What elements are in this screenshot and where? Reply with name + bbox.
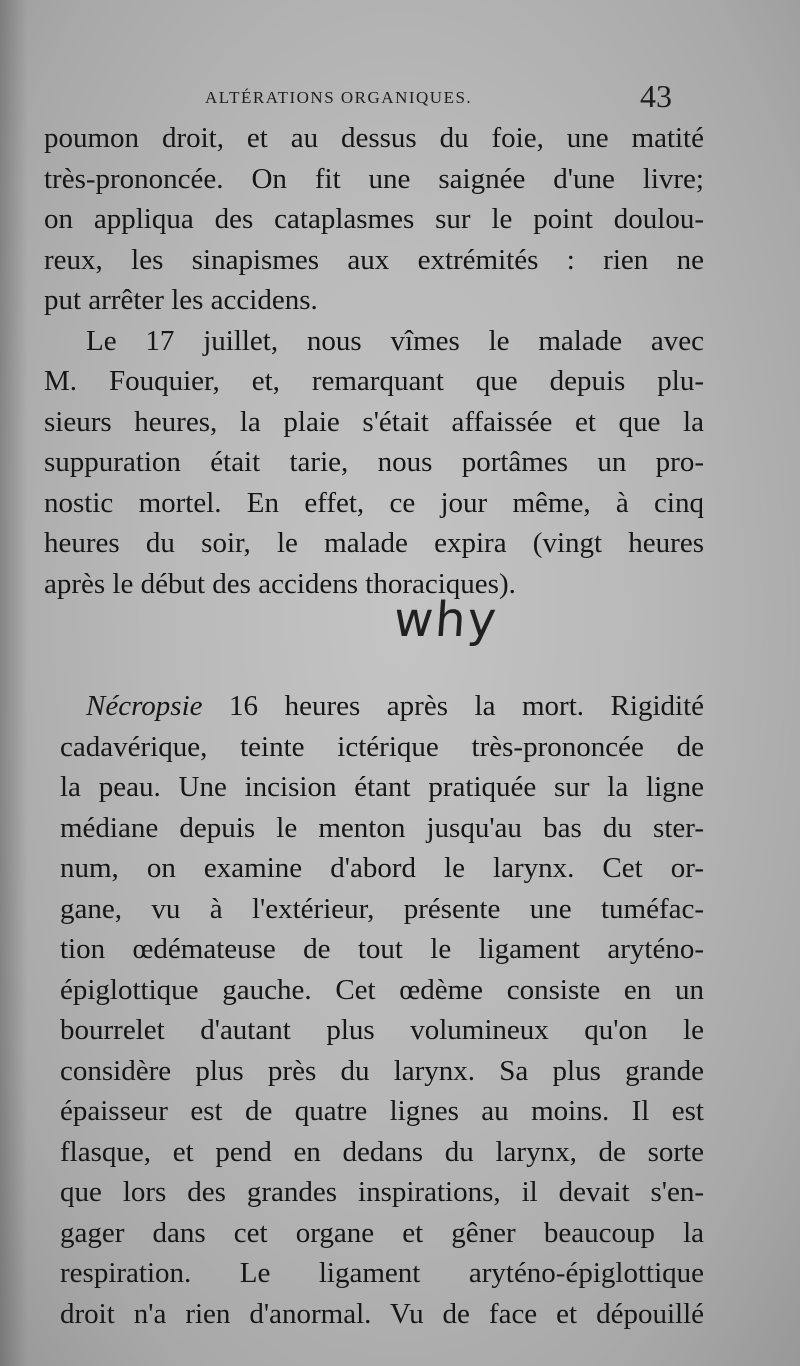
text-line: Le 17 juillet, nous vîmes le malade avec [86,324,704,357]
text-line: très-prononcée. On fit une saignée d'une livre; [44,162,704,195]
text-line: nostic mortel. En effet, ce jour même, à cinq [44,486,704,519]
text-line: M. Fouquier, et, remarquant que depuis plu- [44,365,704,397]
paragraph-2 [44,321,704,605]
handwritten-annotation: why [392,592,501,648]
text-line: droit n'a rien d'anormal. Vu de face et dépouillé [60,1297,704,1330]
running-head: ALTÉRATIONS ORGANIQUES. [205,88,473,107]
text-line: épaisseur est de quatre lignes au moins. Il est [60,1095,704,1127]
text-line: gager dans cet organe et gêner beaucoup la [60,1216,704,1249]
text-line: num, on examine d'abord le larynx. Cet or- [60,852,704,884]
text-line: considère plus près du larynx. Sa plus grande [60,1054,704,1087]
paragraph-3 [44,686,704,1334]
text-line: suppuration était tarie, nous portâmes un pro- [44,446,704,478]
text-line: gane, vu à l'extérieur, présente une tuméfac- [60,892,704,925]
text-line: tion œdémateuse de tout le ligament aryténo- [60,933,704,965]
text-line: reux, les sinapismes aux extrémités : rien ne [44,243,704,276]
text-line: poumon droit, et au dessus du foie, une matité [44,122,704,154]
page-header [0,78,800,114]
text-line: on appliqua des cataplasmes sur le point doulou- [44,203,704,235]
gutter-shadow [0,0,28,1366]
body-text [44,118,704,1334]
text-line: bourrelet d'autant plus volumineux qu'on le [60,1014,704,1046]
lead-line-text: 16 heures après la mort. Rigidité [202,690,704,722]
text-line: sieurs heures, la plaie s'était affaissée et que la [44,405,704,438]
text-line: que lors des grandes inspirations, il devait s'en- [60,1176,704,1208]
paragraph-1 [44,118,704,321]
page-number: 43 [640,78,672,114]
text-line: flasque, et pend en dedans du larynx, de sorte [60,1135,704,1168]
text-line [44,686,704,727]
text-line: heures du soir, le malade expira (vingt heures [44,527,704,559]
text-line: put arrêter les accidens. [44,284,318,316]
annotation-gap [44,592,704,686]
text-line: épiglottique gauche. Cet œdème consiste en un [60,973,704,1006]
text-line: cadavérique, teinte ictérique très-prononcée de [60,730,704,763]
text-line: médiane depuis le menton jusqu'au bas du ster- [60,811,704,844]
text-line: respiration. Le ligament aryténo-épiglottique [60,1257,704,1289]
necropsie-heading: Nécropsie [86,690,203,722]
text-line: après le début des accidens thoraciques). [44,567,516,600]
text-line: la peau. Une incision étant pratiquée sur la ligne [60,771,704,803]
